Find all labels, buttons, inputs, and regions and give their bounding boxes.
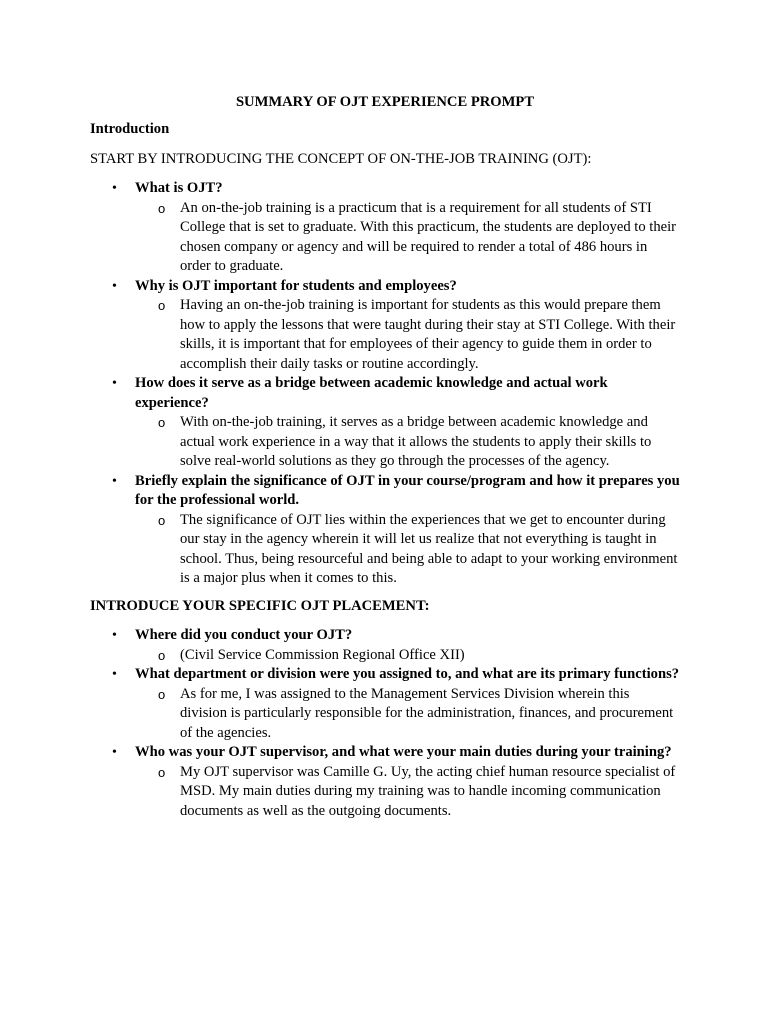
list-item — [135, 763, 680, 822]
list-item — [90, 472, 680, 589]
answer-list — [135, 413, 680, 472]
answer-text: The significance of OJT lies within the experiences that we get to encounter during our stay in the agency wherein it will let us realize that not everything is taught in school. Thus, being resourceful and being able to adapt to your working environment is a major plus when it comes to this. — [180, 511, 678, 586]
section1-list — [90, 179, 680, 589]
bullet-icon: • — [112, 745, 117, 760]
answer-list — [135, 763, 680, 822]
list-item — [90, 374, 680, 472]
list-item — [135, 413, 680, 472]
bullet-icon: • — [112, 628, 117, 643]
answer-text: With on-the-job training, it serves as a bridge between academic knowledge and actual work experience in a way that it allows the students to apply their skills to solve real-world solutions as they go through the processes of the agency. — [180, 414, 652, 469]
bullet-icon: • — [112, 473, 117, 489]
bullet-icon: • — [112, 278, 117, 294]
list-item — [135, 646, 680, 666]
answer-list — [135, 646, 680, 666]
list-item — [135, 199, 680, 277]
answer-text: My OJT supervisor was Camille G. Uy, the acting chief human resource specialist of MSD. My main duties during my training was to handle incoming communication documents as well as the outgoing documents. — [180, 763, 676, 819]
document-page — [90, 92, 680, 829]
answer-text: An on-the-job training is a practicum that is a requirement for all students of STI College that is set to graduate. With this practicum, the students are deployed to their chosen company or agency and will be required to render a total of 486 hours in order to graduate. — [180, 199, 677, 274]
bullet-icon: • — [112, 376, 117, 391]
bullet-icon: • — [112, 667, 117, 682]
sub-bullet-icon: o — [158, 415, 166, 430]
list-item — [90, 626, 680, 665]
sub-bullet-icon: o — [158, 647, 166, 663]
list-item — [135, 511, 680, 589]
question-text: Where did you conduct your OJT? — [135, 627, 353, 643]
list-item — [135, 685, 680, 744]
bullet-icon: • — [112, 181, 117, 196]
list-item — [90, 179, 680, 277]
question-text: Who was your OJT supervisor, and what were your main duties during your training? — [135, 744, 672, 760]
sub-bullet-icon: o — [158, 200, 166, 216]
question-text: Why is OJT important for students and employees? — [135, 277, 457, 294]
question-text: Briefly explain the significance of OJT in your course/program and how it prepares you for the professional world. — [135, 472, 680, 508]
answer-text: As for me, I was assigned to the Management Services Division wherein this division is particularly responsible for the administration, finances, and procurement of the agencies. — [180, 685, 674, 741]
section2-lead: INTRODUCE YOUR SPECIFIC OJT PLACEMENT: — [90, 597, 430, 614]
question-text: What department or division were you assigned to, and what are its primary functions? — [135, 666, 680, 682]
list-item — [90, 743, 680, 821]
list-item — [90, 665, 680, 743]
sub-bullet-icon: o — [158, 686, 166, 702]
answer-list — [135, 296, 680, 374]
answer-list — [135, 511, 680, 589]
question-text: How does it serve as a bridge between academic knowledge and actual work experience? — [135, 375, 608, 411]
question-text: What is OJT? — [135, 180, 223, 196]
answer-text: (Civil Service Commission Regional Office XII) — [180, 646, 465, 663]
section1-lead: START BY INTRODUCING THE CONCEPT OF ON-THE-JOB TRAINING (OJT): — [90, 150, 592, 167]
answer-list — [135, 685, 680, 744]
sub-bullet-icon: o — [158, 298, 166, 313]
section2-list — [90, 626, 680, 821]
introduction-heading: Introduction — [90, 121, 170, 137]
sub-bullet-icon: o — [158, 764, 166, 780]
answer-list — [135, 199, 680, 277]
sub-bullet-icon: o — [158, 512, 166, 528]
list-item — [90, 277, 680, 375]
list-item — [135, 296, 680, 374]
answer-text: Having an on-the-job training is important for students as this would prepare them how to apply the lessons that were taught during their stay at STI College. With their skills, it is important that for employees of their agency to guide them in order to accomplish their daily tasks or routine accordingly. — [180, 297, 676, 372]
document-title: SUMMARY OF OJT EXPERIENCE PROMPT — [235, 94, 535, 110]
